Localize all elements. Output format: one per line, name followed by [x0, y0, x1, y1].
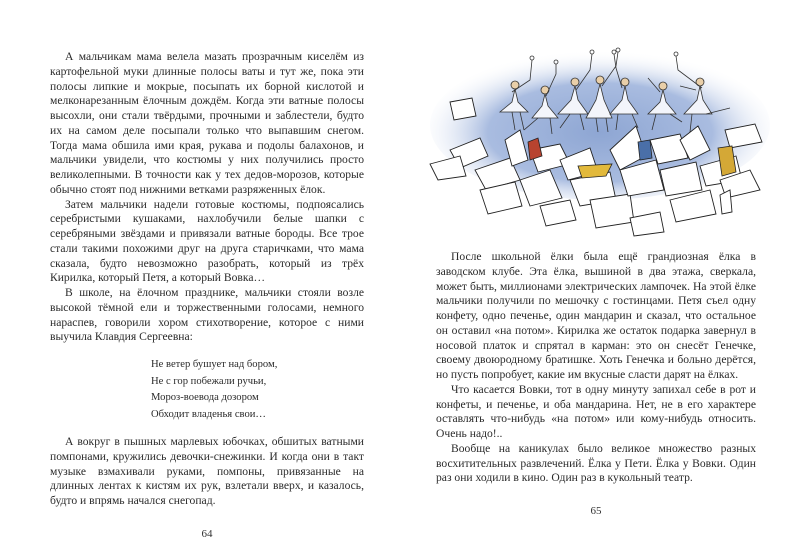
paragraph: После школьной ёлки была ещё грандиозная ёлка в заводском клубе. Эта ёлка, вышиной в два этажа, сверкала, может быть, миллионами электрических лампочек. На этой ёлке мальчики получили по мешочку с гостинцами. Петя съел одну конфету, одно печенье, один мандарин и сказал, что остальное он оставил «на потом». Кирилка же остаток подарка завернул в носовой платок и спрятал в карман: это он снесёт Генечке, своему двоюродному братишке. Хоть Генечка и больно дерётся, но пусть попробует, какие им вкусные сласти дарят на ёлках.	[436, 250, 756, 381]
paragraph: А мальчикам мама велела мазать прозрачным киселём из картофельной муки длинные полосы ваты и тут же, пока эти полосы липкие и мокрые, посыпать их борной кислотой и мелконарезанным ёлочным дождём. Когда эти ватные полосы высохли, они стали твёрдыми, прочными и заблестели, будто их на самом деле посыпали только что выпавшим снегом. Тогда мама обшила ими края, рукава и подолы балахонов, и мальчики увидели, что костюмы у них получились просто великолепными. В точности как у тех дедов-морозов, которые обычно стоят под нижними ветками разряженных ёлок.	[50, 50, 364, 196]
paragraph: В школе, на ёлочном празднике, мальчики стояли возле высокой тёмной ели и торжественными голосами, немного нараспев, говорили хором стихотворение, которое с ними выучила Клавдия Сергеевна:	[50, 286, 364, 344]
blue-candy	[638, 140, 652, 160]
poem-line: Обходит владенья свои…	[151, 408, 267, 420]
page-number: 65	[590, 505, 602, 517]
paragraph: Вообще на каникулах было великое множество разных восхитительных развлечений. Ёлка у Пети. Ёлка у Вовки. Один раз они ходили в кино. Один раз в кукольный театр.	[436, 441, 756, 485]
poem-line: Не с гор побежали ручьи,	[151, 375, 267, 387]
right-page	[400, 0, 800, 521]
paragraph: А вокруг в пышных марлевых юбочках, обшитых ватными помпонами, кружились девочки-снежинки. И когда они в такт музыке взмахивали руками, помпоны, привязанные на длинных лентах к кистям их рук, взлетали вверх, и казалось, будто и впрямь начался снегопад.	[50, 435, 364, 507]
poem	[50, 357, 364, 423]
page-number: 64	[201, 527, 213, 540]
left-page	[0, 0, 400, 540]
poem-line: Мороз-воевода дозором	[151, 392, 259, 403]
poem-line: Не ветер бушует над бором,	[151, 359, 278, 370]
ballerinas-candies-illustration	[420, 30, 770, 240]
paragraph: Что касается Вовки, тот в одну минуту запихал себе в рот и конфеты, и печенье, и оба мандарина. Нет, не в его характере оставлять что-нибудь «на потом» или кому-нибудь относить. Очень надо!..	[436, 382, 756, 440]
paragraph: Затем мальчики надели готовые костюмы, подпоясались серебристыми кушаками, нахлобучили белые шапки с серебряными звёздами и привязали ватные бороды. Все трое стали такими похожими друг на друга старичками, что мама сказала, будто невозможно разобрать, который из трёх Кирилка, который Петя, а который Вовка…	[50, 197, 364, 285]
left-page-text	[50, 50, 364, 541]
right-page-text	[436, 250, 756, 518]
